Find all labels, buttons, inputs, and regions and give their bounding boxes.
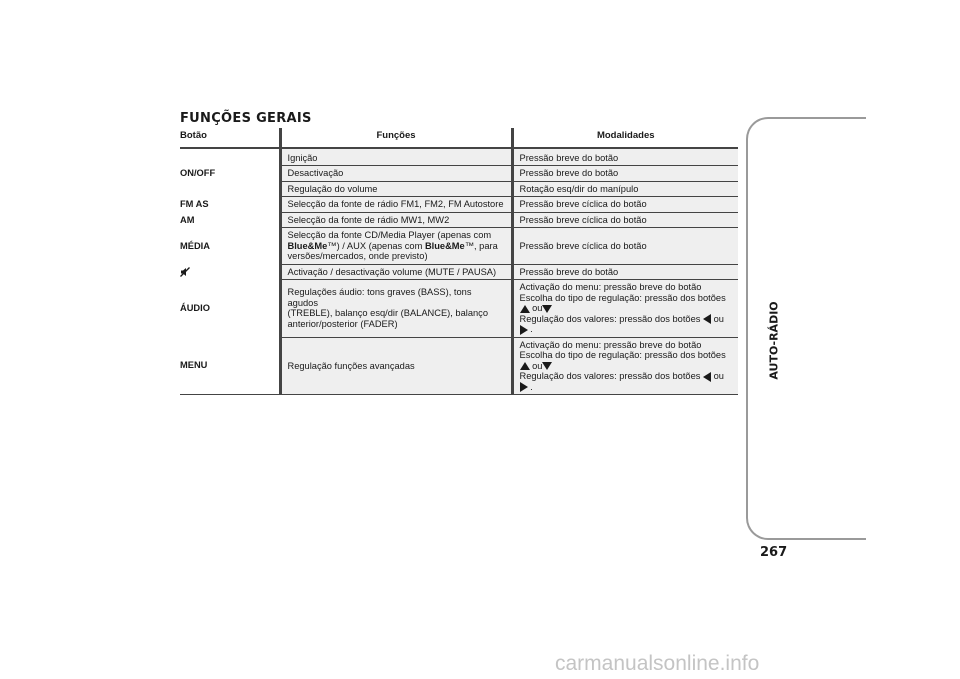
table-row	[180, 212, 738, 228]
row-function: Regulação funções avançadas	[280, 337, 512, 395]
brand-name: Blue&Me	[424, 240, 465, 251]
arrow-down-icon	[542, 362, 552, 370]
row-mode: Rotação esq/dir do manípulo	[512, 181, 738, 197]
brand-name: Blue&Me	[287, 240, 328, 251]
functions-table	[180, 128, 738, 395]
mode-text: Regulação dos valores: pressão dos botões	[519, 313, 701, 324]
row-button-label: ÁUDIO	[180, 280, 280, 338]
or-text: ou	[532, 303, 543, 313]
table-header-row	[180, 128, 738, 148]
table-row	[180, 280, 738, 338]
row-function: Desactivação	[280, 166, 512, 182]
header-modes: Modalidades	[512, 128, 738, 148]
arrow-right-icon	[520, 325, 528, 335]
function-text: ™) / AUX (apenas com	[327, 240, 425, 251]
mode-text: Activação do menu: pressão breve do botão	[519, 339, 702, 350]
mode-text: Escolha do tipo de regulação: pressão dos botões	[519, 292, 726, 303]
header-button: Botão	[180, 128, 280, 148]
row-mode: Pressão breve cíclica do botão	[512, 212, 738, 228]
table-row	[180, 337, 738, 395]
row-function: Selecção da fonte de rádio MW1, MW2	[280, 212, 512, 228]
row-function	[280, 280, 512, 338]
row-button-icon-cell	[180, 264, 280, 280]
section-title: FUNÇÕES GERAIS	[180, 111, 312, 126]
function-text: versões/mercados, onde previsto)	[287, 251, 428, 261]
function-text: Selecção da fonte CD/Media Player (apenas com	[287, 230, 492, 240]
chapter-label-text: AUTO-RÁDIO	[767, 300, 781, 380]
mode-text-line	[520, 371, 733, 392]
mode-text: Escolha do tipo de regulação: pressão dos botões	[519, 350, 726, 361]
arrow-left-icon	[703, 372, 711, 382]
row-mode: Pressão breve do botão	[512, 166, 738, 182]
or-text: ou	[713, 371, 724, 382]
mode-arrows-line	[520, 361, 733, 372]
row-button-label: FM AS	[180, 197, 280, 213]
chapter-thumb-tab	[746, 117, 866, 540]
table-row	[180, 148, 738, 166]
function-text: anterior/posterior (FADER)	[287, 318, 398, 329]
table-row	[180, 264, 738, 280]
row-function: Regulação do volume	[280, 181, 512, 197]
row-button-label: MENU	[180, 337, 280, 395]
mode-text-line	[520, 314, 733, 335]
row-button-label: AM	[180, 212, 280, 228]
page-number: 267	[760, 545, 788, 560]
function-text: Regulações áudio: tons graves (BASS), tons agudos	[287, 287, 472, 308]
table-row	[180, 197, 738, 213]
arrow-right-icon	[520, 382, 528, 392]
or-text: ou	[532, 360, 543, 371]
header-functions: Funções	[280, 128, 512, 148]
table-row	[180, 228, 738, 265]
watermark: carmanualsonline.info	[555, 652, 760, 675]
mode-text: Regulação dos valores: pressão dos botões	[519, 371, 701, 382]
mute-speaker-icon	[180, 267, 190, 277]
mode-arrows-line	[520, 303, 733, 314]
arrow-up-icon	[520, 305, 530, 313]
row-button-label: ON/OFF	[180, 148, 280, 197]
row-mode: Pressão breve cíclica do botão	[512, 228, 738, 265]
period-text: .	[530, 381, 533, 392]
period-text: .	[530, 324, 533, 335]
function-text: (TREBLE), balanço esq/dir (BALANCE), balanço	[287, 308, 488, 319]
chapter-label	[766, 300, 782, 380]
or-text: ou	[713, 313, 724, 324]
mode-text: Activação do menu: pressão breve do botão	[519, 282, 702, 292]
row-function: Activação / desactivação volume (MUTE / PAUSA)	[280, 264, 512, 280]
arrow-left-icon	[703, 314, 711, 324]
row-mode	[512, 337, 738, 395]
row-function: Selecção da fonte de rádio FM1, FM2, FM Autostore	[280, 197, 512, 213]
row-mode: Pressão breve cíclica do botão	[512, 197, 738, 213]
row-mode	[512, 280, 738, 338]
row-mode: Pressão breve do botão	[512, 264, 738, 280]
row-function	[280, 228, 512, 265]
row-function: Ignição	[280, 148, 512, 166]
arrow-down-icon	[542, 305, 552, 313]
function-text-line	[288, 241, 505, 252]
arrow-up-icon	[520, 362, 530, 370]
function-text: ™, para	[464, 240, 498, 251]
row-mode: Pressão breve do botão	[512, 148, 738, 166]
row-button-label: MÉDIA	[180, 228, 280, 265]
